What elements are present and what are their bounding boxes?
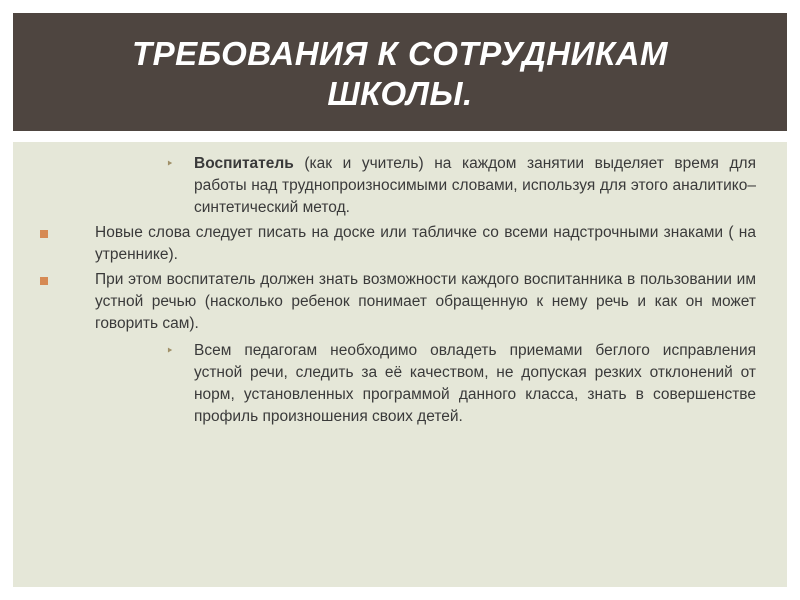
title-bar: [13, 13, 787, 131]
slide-title-line-1: ТРЕБОВАНИЯ К СОТРУДНИКАМ: [132, 35, 668, 72]
list-item-2-text: Новые слова следует писать на доске или табличке со всеми надстрочными знаками ( на утреннике).: [95, 224, 756, 263]
list-item-3: [95, 269, 756, 335]
square-bullet-icon: [40, 277, 48, 285]
slide-title-line-2: ШКОЛЫ.: [327, 75, 473, 112]
arrow-bullet-icon: ‣: [166, 343, 174, 358]
list-item-4-text: Всем педагогам необходимо овладеть приемами беглого исправления устной речи, следить за её качеством, не допуская резких отклонений от норм, установленных программой данного класса, знать в совершенстве профиль произношения своих детей.: [194, 342, 756, 425]
arrow-bullet-icon: ‣: [166, 156, 174, 171]
list-item-1: [166, 153, 756, 219]
square-bullet-icon: [40, 230, 48, 238]
slide-title: [132, 30, 668, 114]
list-item-3-text: При этом воспитатель должен знать возможности каждого воспитанника в пользовании им устной речью (насколько ребенок понимает обращенную к нему речь и как он может говорить сам).: [95, 271, 756, 332]
list-item-1-text: (как и учитель) на каждом занятии выделяет время для работы над труднопроизносимыми словами, используя для этого аналитико–синтетический метод.: [194, 155, 756, 216]
content-area: [13, 142, 787, 587]
list-item-2: [95, 222, 756, 266]
list-item-4: [166, 340, 756, 428]
list-item-1-lead: Воспитатель: [194, 155, 294, 172]
